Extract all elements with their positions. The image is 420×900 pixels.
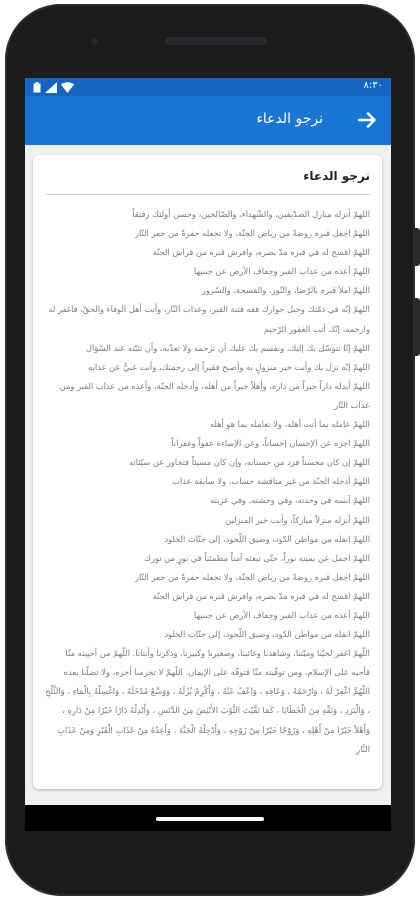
screen — [25, 78, 391, 831]
prayer-line: اللهمّ أبدله داراً خيراً من داره، وأهلاً خيراً من أهله، وأدخله الجنّة، وأعذه من عذاب القبر ومن عذاب النّار — [59, 380, 370, 410]
earpiece-speaker — [165, 37, 267, 45]
prayer-line: اللهمّ عامله بما أنت أهله، ولا تعامله بما هو أهله — [209, 419, 370, 430]
side-button-power — [415, 228, 420, 266]
prayer-line: اللّهُمَّ اغْفِرْ لَهُ ، وَارْحَمْهُ ، وَعَافِهِ ، وَاعْفُ عَنْهُ ، وَأَكْرِمْ نُزُلَهُ ، وَوَسِّعْ مُدْخَلَهُ ، وَاغْسِلْهُ بِالْمَاءِ ، وَالثَّلْجِ ، وَالْبَرَدِ ، وَنَقِّهِ مِنَ الْخَطَايَا ، كَمَا نَقَّيْتَ الثَّوْبَ الأَبْيَضَ مِنَ الدَّنَسِ ، وَأَبْدِلْهُ دَارًا خَيْرًا مِنْ دَارِهِ ، وَأَهْلاً خَيْرًا مِنْ أَهْلِهِ ، وَزَوْجًا خَيْرًا مِنْ زَوْجِهِ ، وَأَدْخِلْهُ الْجَنَّةَ ، وَأَعِذْهُ مِنْ عَذَابِ الْقَبْرِ وَمِنْ عَذَابِ النَّارِ — [45, 686, 370, 754]
prayer-line: اللهمّ إن كان محسناً فزد من حسناته، وإن كان مسيئاً فتجاوز عن سيّئاته — [128, 457, 370, 468]
prayer-line: اللهمّ اجعل قبره روضةً من رياض الجنّة، ولا تجعله حفرةً من حفر النّار — [134, 571, 370, 582]
app-bar — [25, 96, 391, 145]
prayer-line: اللهمّ اجزه عن الإحسان إحساناً، وعن الإساءة عفواً وغفراناً — [171, 438, 370, 449]
signal-icon — [45, 82, 57, 93]
prayer-line: اللهمّ أنزله منازل الصدّيقين، والشّهداء، والصّالحين، وحسن أولئك رفيقاً — [132, 209, 370, 219]
prayer-line: اللهمّ أنزله منزلاً مباركاً، وأنت خير المنزلين — [225, 514, 370, 525]
prayer-line: اللهمّ إنّه في ذمّتك وحبل جوارك فقه فتنة القبر، وعذاب النّار، وأنت أهل الوفاء والحقّ، فاغفر له وارحمه، إنّك أنت الغفور الرّحيم — [48, 304, 370, 334]
prayer-line: اللهمّ أعذه من عذاب القبر وجفاف الأرض عن جنبيها — [193, 266, 370, 277]
prayer-line: اللهمّ املأ قبره بالرّضا، والنّور، والفسحة، والسّرور — [201, 285, 370, 296]
prayer-line: اللهمّ أدخله الجنّة من غير مناقشة حساب، ولا سابقة عذاب — [172, 476, 370, 487]
side-button-volume — [415, 298, 420, 356]
prayer-line: اللهمّ إنّا نتوسّل بك إليك، ونقسم بك عليك أن ترحمه ولا تعذّبه، وأن تثبّته عند السّؤال — [85, 342, 370, 353]
battery-icon — [33, 82, 41, 93]
prayer-line: اللهمّ انقله من مواطن الدّود، وضيق اللّحود، إلى جنّات الخلود — [164, 629, 370, 640]
prayer-line: اللهمّ آنسه في وحدته، وفي وحشته، وفي غربته — [210, 495, 370, 506]
prayer-text — [45, 205, 370, 759]
home-indicator[interactable] — [156, 817, 264, 821]
status-icons — [33, 81, 74, 93]
prayer-line: اللهمّ افسح له في قبره مدّ بصره، وافرش قبره من فراش الجنّة — [152, 590, 370, 601]
front-camera — [89, 36, 100, 47]
prayer-line: اللهمّ احمل عن يمينه نوراً، حتّى تبعثه آمناً مطمئناً في نورٍ من نورك — [144, 552, 370, 563]
prayer-line: اللهمّ اجعل قبره روضةً من رياض الجنّة، ولا تجعله حفرةً من حفر النّار — [134, 228, 370, 239]
arrow-right-icon[interactable] — [355, 108, 379, 132]
card-divider — [45, 194, 370, 195]
prayer-card — [33, 155, 382, 789]
wifi-icon — [61, 82, 74, 93]
prayer-line: اللّهمّ اغفر لحيّنا وميّتنا، وشاهدنا وغائبنا، وصغيرنا وكبيرنا، وذكرنا وأنثانا. اللّهمّ من أحييته منّا فأحيه على الإسلام، ومن توفّيته منّا فتوفّه على الإيمان. اللّهمّ لا تحرمنا أجره، ولا تضلّنا بعده — [63, 648, 370, 678]
prayer-line: اللهمّ افسح له في قبره مدّ بصره، وافرش قبره من فراش الجنّة — [152, 247, 370, 258]
card-title: نرجو الدعاء — [303, 169, 370, 183]
app-bar-title: نرجو الدعاء — [256, 111, 323, 127]
prayer-line: اللهمّ أعذه من عذاب القبر وجفاف الأرض عن جنبيها — [193, 609, 370, 620]
prayer-line: اللهمّ انقله من مواطن الدّود، وضيق اللّحود، إلى جنّات الخلود — [164, 533, 370, 544]
status-time: ٨:٣٠ — [363, 80, 383, 91]
prayer-line: اللهمّ إنّه نزل بك وأنت خير منزولٍ به وأصبح فقيراً إلى رحمتك، وأنت غنيٌّ عن عذابه — [88, 361, 370, 372]
status-bar — [25, 78, 391, 96]
